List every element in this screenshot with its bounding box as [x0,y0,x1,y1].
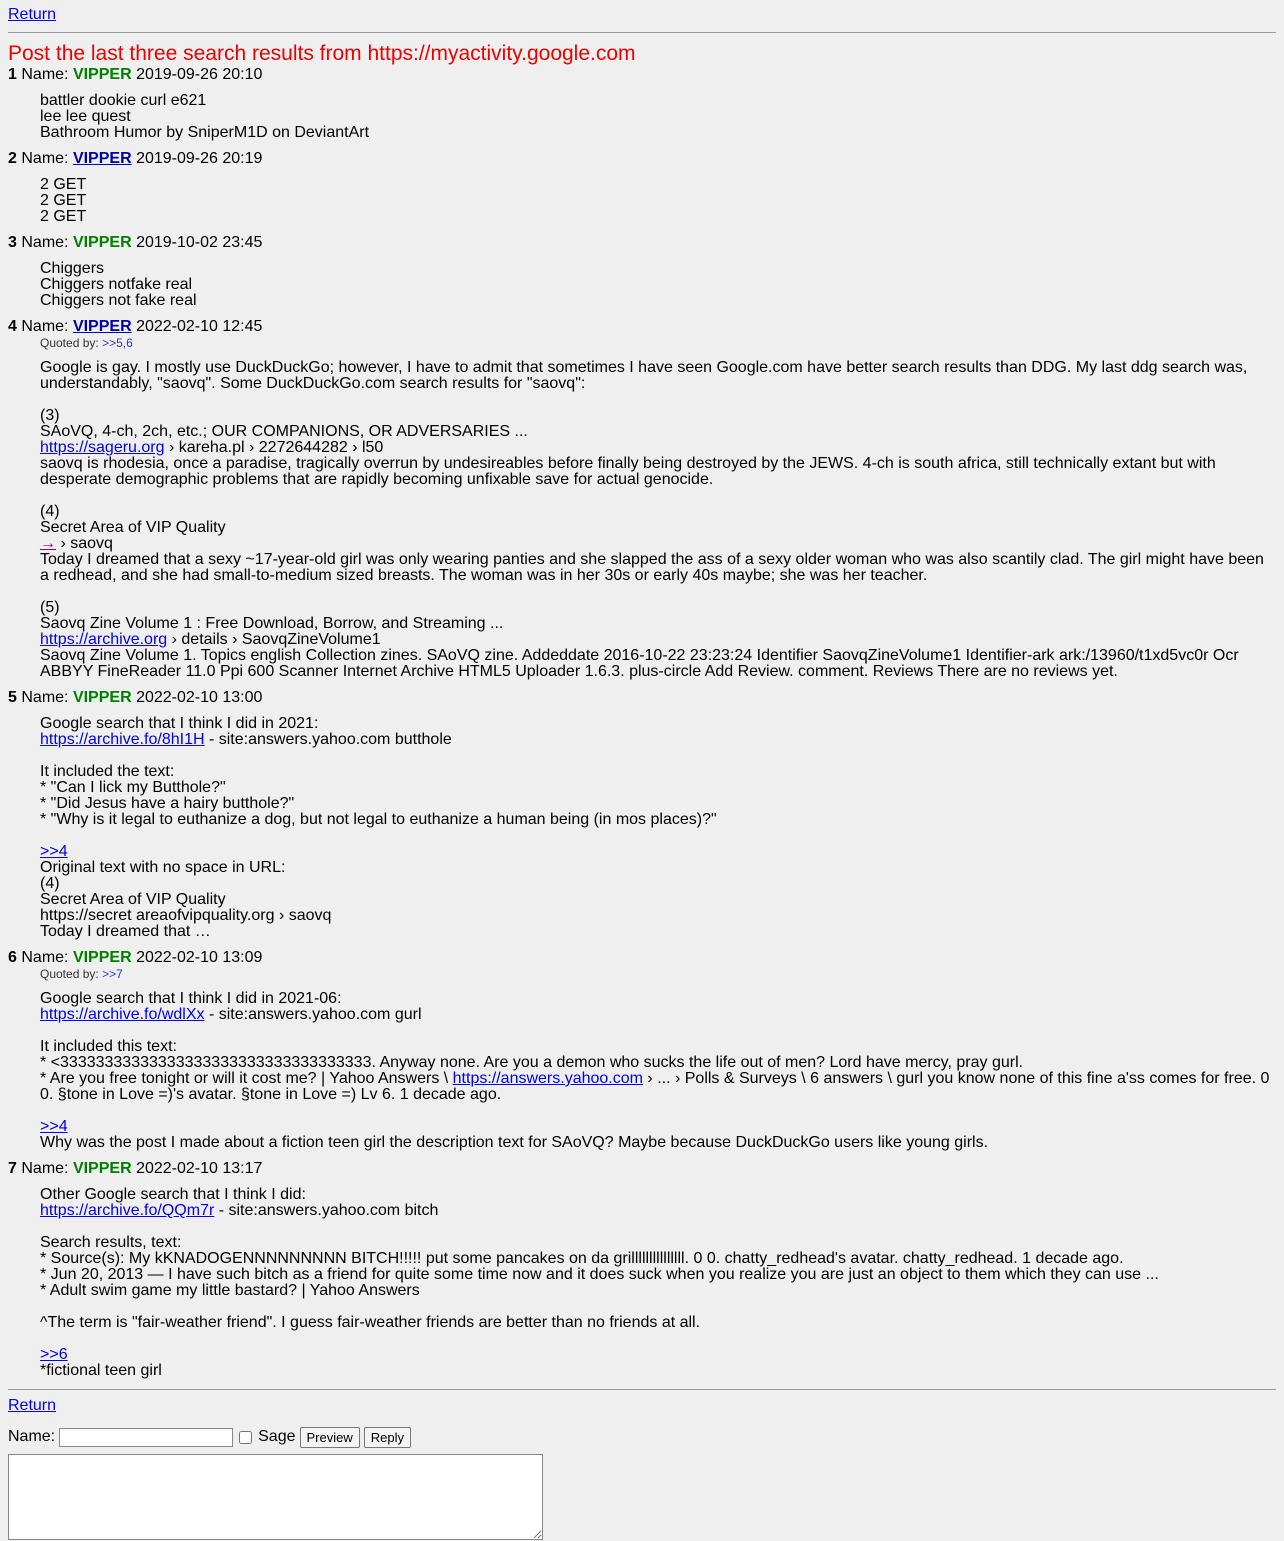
post-number: 1 [8,66,17,83]
post-3 [8,235,1276,309]
name-field-label: Name: [8,1428,56,1445]
post-2 [8,151,1276,225]
name-label: Name: [21,689,69,706]
post-header [8,151,1276,167]
divider [8,32,1276,33]
result-link[interactable]: → [40,535,56,552]
post-date: 2019-10-02 23:45 [136,234,263,251]
post-header [8,1161,1276,1177]
post-date: 2022-02-10 12:45 [136,318,263,335]
post-date: 2022-02-10 13:09 [136,949,263,966]
post-4 [8,319,1276,680]
archive-link[interactable]: https://archive.fo/QQm7r [40,1202,215,1219]
yahoo-link[interactable]: https://answers.yahoo.com [452,1070,643,1087]
post-body: battler dookie curl e621 lee lee quest Bathroom Humor by SniperM1D on DeviantArt [40,92,370,141]
reply-form-row [8,1424,1276,1450]
name-label: Name: [21,66,69,83]
archive-link[interactable]: https://archive.fo/8hI1H [40,731,205,748]
post-date: 2019-09-26 20:10 [136,66,263,83]
quoted-by: Quoted by: >>5,6 [40,336,133,350]
return-link-bottom[interactable]: Return [8,1397,57,1414]
post-number: 4 [8,318,17,335]
poster-name-link[interactable]: VIPPER [72,318,132,335]
sage-checkbox[interactable] [239,1431,252,1444]
post-number: 5 [8,689,17,706]
name-label: Name: [21,234,69,251]
quoted-by-link[interactable]: >>7 [102,967,123,981]
post-date: 2022-02-10 13:00 [136,689,263,706]
post-date: 2022-02-10 13:17 [136,1160,263,1177]
return-link-top[interactable]: Return [8,6,57,23]
divider [8,1389,1276,1390]
poster-name: VIPPER [72,234,132,251]
post-number: 6 [8,949,17,966]
post-date: 2019-09-26 20:19 [136,150,263,167]
post-header [8,67,1276,83]
post-header [8,319,1276,335]
reply-quote-link[interactable]: >>6 [40,1346,68,1363]
quoted-by-link[interactable]: >>5,6 [102,336,133,350]
name-label: Name: [21,150,69,167]
post-header [8,690,1276,706]
post-body: Google search that I think I did in 2021-06: https://archive.fo/wdlXx - site:answers.yahoo.com gurl It included this text: * <33333333333333333333333333333333333. Anyway none. Are you a demon who sucks the life out of men? Lord have mercy, pray gurl. * Are you free tonight or will it cost me? | Yahoo Answers \ https://answers.yahoo.com › ... › Polls & Surveys \ 6 answers \ gurl you know none of this fine a'ss comes for free. 0 0. §tone in Love =)'s avatar. §tone in Love =) Lv 6. 1 decade ago. >>4 Why was the post I made about a fiction teen girl the description text for SAoVQ? Maybe because DuckDuckGo users like young girls. [40,990,1274,1151]
post-body: Chiggers Chiggers notfake real Chiggers not fake real [40,260,197,309]
post-number: 3 [8,234,17,251]
post-body: Other Google search that I think I did: https://archive.fo/QQm7r - site:answers.yahoo.com bitch Search results, text: * Source(s): My kKNADOGENNNNNNNNN BITCH!!!!! put some pancakes on da grilllllllllllllll. 0 0. chatty_redhead's avatar. chatty_redhead. 1 decade ago. * Jun 20, 2013 — I have such bitch as a friend for quite some time now and it does suck when you realize you are just an object to them which they can use ... * Adult swim game my little bastard? | Yahoo Answers ^The term is "fair-weather friend". I guess fair-weather friends are better than no friends at all. >>6 *fictional teen girl [40,1186,1159,1379]
poster-name: VIPPER [72,1160,132,1177]
name-label: Name: [21,949,69,966]
post-number: 2 [8,150,17,167]
post-number: 7 [8,1160,17,1177]
post-6 [8,950,1276,1151]
post-body: 2 GET 2 GET 2 GET [40,176,87,225]
post-header [8,235,1276,251]
reply-button[interactable]: Reply [364,1427,411,1448]
poster-name-link[interactable]: VIPPER [72,150,132,167]
post-5 [8,690,1276,940]
preview-button[interactable]: Preview [300,1427,360,1448]
quoted-by: Quoted by: >>7 [40,967,123,981]
poster-name: VIPPER [72,689,132,706]
name-label: Name: [21,318,69,335]
post-1 [8,67,1276,141]
poster-name: VIPPER [72,949,132,966]
result-link[interactable]: https://archive.org [40,631,168,648]
post-7 [8,1161,1276,1379]
result-link[interactable]: https://sageru.org [40,439,165,456]
sage-label: Sage [258,1428,296,1445]
post-body: Google is gay. I mostly use DuckDuckGo; however, I have to admit that sometimes I have seen Google.com have better search results than DDG. My last ddg search was, understandably, "saovq". Some DuckDuckGo.com search results for "saovq": (3) SAoVQ, 4-ch, 2ch, etc.; OUR COMPANIONS, OR ADVERSARIES ... https://sageru.org › kareha.pl › 2272644282 › l50 saovq is rhodesia, once a paradise, tragically overrun by undesireables before finally being destroyed by the JEWS. 4-ch is south africa, still technically extant but with desperate demographic problems that are rapidly becoming unfixable save for actual genocide. (4) Secret Area of VIP Quality → › saovq Today I dreamed that a sexy ~17-year-old girl was only wearing panties and she slapped the ass of a sexy older woman who was also scantily clad. The girl might have been a redhead, and she had small-to-medium sized breasts. The woman was in her 30s or early 40s maybe; she was her teacher. (5) Saovq Zine Volume 1 : Free Download, Borrow, and Streaming ... https://archive.org › details › SaovqZineVolume1 Saovq Zine Volume 1. Topics english Collection zines. SAoVQ zine. Addeddate 2016-10-22 23:23:24 Identifier SaovqZineVolume1 Identifier-ark ark:/13960/t1xd5vc0r Ocr ABBYY FineReader 11.0 Ppi 600 Scanner Internet Archive HTML5 Uploader 1.6.3. plus-circle Add Review. comment. Reviews There are no reviews yet. [40,359,1269,680]
thread-title: Post the last three search results from https://myactivity.google.com [8,42,636,65]
name-label: Name: [21,1160,69,1177]
poster-name: VIPPER [72,66,132,83]
archive-link[interactable]: https://archive.fo/wdlXx [40,1006,205,1023]
name-input[interactable] [59,1428,233,1447]
message-textarea[interactable] [8,1454,543,1540]
post-body: Google search that I think I did in 2021: https://archive.fo/8hI1H - site:answers.yahoo.com butthole It included the text: * "Can I lick my Butthole?" * "Did Jesus have a hairy butthole?" * "Why is it legal to euthanize a dog, but not legal to euthanize a human being (in mos places)?" >>4 Original text with no space in URL: (4) Secret Area of VIP Quality https://secret areaofvipquality.org › saovq Today I dreamed that … [40,715,717,940]
reply-quote-link[interactable]: >>4 [40,843,68,860]
post-header [8,950,1276,966]
reply-quote-link[interactable]: >>4 [40,1118,68,1135]
